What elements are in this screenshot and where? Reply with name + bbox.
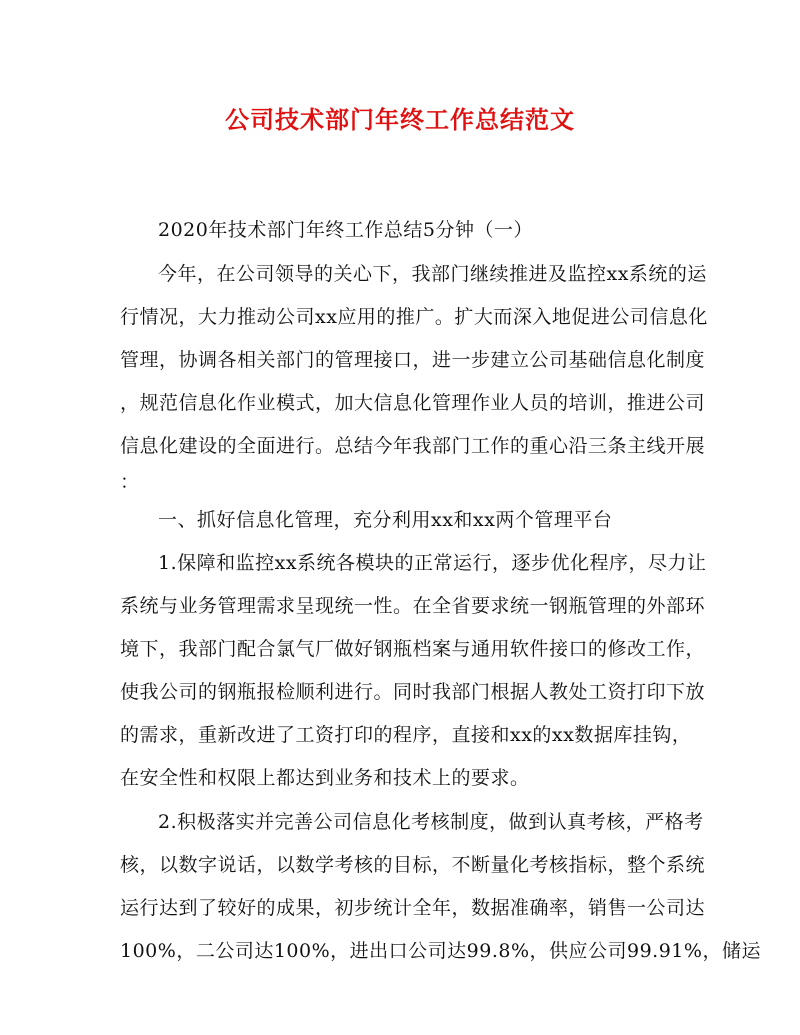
paragraph-line: 系统与业务管理需求呈现统一性。在全省要求统一钢瓶管理的外部环 <box>120 595 706 617</box>
paragraph-line: 使我公司的钢瓶报检顺利进行。同时我部门根据人教处工资打印下放 <box>120 681 706 703</box>
paragraph-line: ，规范信息化作业模式，加大信息化管理作业人员的培训，推进公司 <box>120 392 706 414</box>
paragraph-line: 100%，二公司达100%，进出口公司达99.8%，供应公司99.91%，储运 <box>120 940 761 962</box>
section-heading: 一、抓好信息化管理，充分利用xx和xx两个管理平台 <box>158 509 613 531</box>
paragraph-line: 今年，在公司领导的关心下，我部门继续推进及监控xx系统的运 <box>158 263 707 285</box>
paragraph-line: 2.积极落实并完善公司信息化考核制度，做到认真考核，严格考 <box>158 811 704 833</box>
paragraph-line: 运行达到了较好的成果，初步统计全年，数据准确率，销售一公司达 <box>120 897 706 919</box>
paragraph-line: 管理，协调各相关部门的管理接口，进一步建立公司基础信息化制度 <box>120 349 706 371</box>
paragraph-line: 的需求，重新改进了工资打印的程序，直接和xx的xx数据库挂钩， <box>120 724 692 746</box>
document-title: 公司技术部门年终工作总结范文 <box>225 105 575 134</box>
paragraph-line: 信息化建设的全面进行。总结今年我部门工作的重心沿三条主线开展 <box>120 435 706 457</box>
paragraph-line: 1.保障和监控xx系统各模块的正常运行，逐步优化程序，尽力让 <box>158 552 707 574</box>
paragraph-line: 在安全性和权限上都达到业务和技术上的要求。 <box>120 767 530 789</box>
paragraph-line: 境下，我部门配合氯气厂做好钢瓶档案与通用软件接口的修改工作， <box>120 638 706 660</box>
paragraph-line: ： <box>120 471 140 493</box>
paragraph-line: 核，以数字说话，以数学考核的目标，不断量化考核指标，整个系统 <box>120 854 706 876</box>
section-heading: 2020年技术部门年终工作总结5分钟（一） <box>158 219 533 241</box>
paragraph-line: 行情况，大力推动公司xx应用的推广。扩大而深入地促进公司信息化 <box>120 306 708 328</box>
